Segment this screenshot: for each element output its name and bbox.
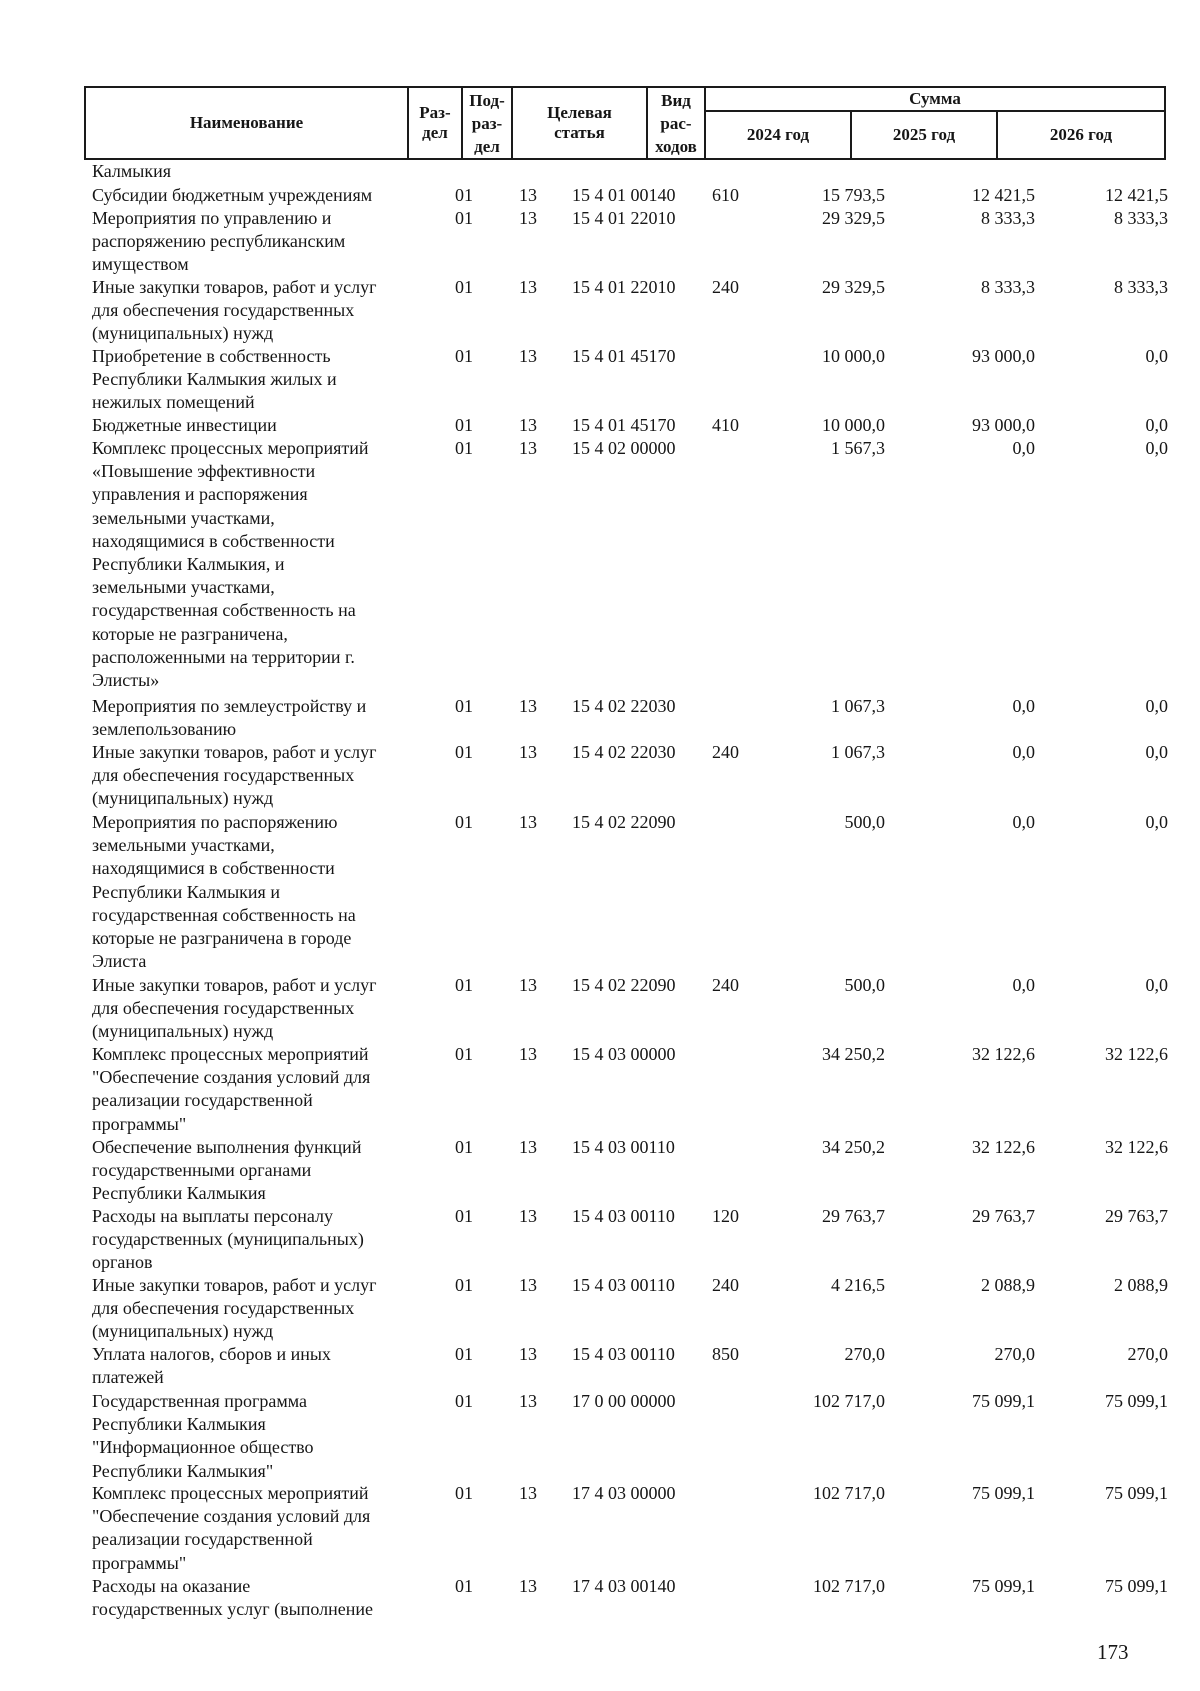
row-section: 01 [455, 975, 473, 995]
header-border-right [1164, 86, 1166, 160]
row-sum-2024: 29 329,5 [822, 208, 885, 228]
row-expense-kind: 610 [712, 185, 739, 205]
row-target-article: 17 4 03 00000 [572, 1483, 676, 1503]
row-section: 01 [455, 1576, 473, 1596]
row-sum-2024: 15 793,5 [822, 185, 885, 205]
row-section: 01 [455, 1044, 473, 1064]
row-subsection: 13 [519, 1206, 537, 1226]
row-sum-2024: 1 067,3 [831, 696, 885, 716]
row-target-article: 15 4 02 22090 [572, 975, 676, 995]
row-sum-2025: 29 763,7 [972, 1206, 1035, 1226]
row-sum-2024: 1 567,3 [831, 438, 885, 458]
table-header [84, 86, 1166, 160]
row-sum-2024: 102 717,0 [813, 1483, 885, 1503]
row-sum-2024: 500,0 [844, 975, 885, 995]
row-sum-2026: 32 122,6 [1105, 1044, 1168, 1064]
row-section: 01 [455, 1275, 473, 1295]
row-sum-2025: 75 099,1 [972, 1483, 1035, 1503]
row-name: Комплекс процессных мероприятий "Обеспечение создания условий для реализации государственной программы" [92, 1044, 371, 1134]
row-sum-2024: 29 329,5 [822, 277, 885, 297]
row-section: 01 [455, 1344, 473, 1364]
row-sum-2025: 0,0 [1012, 696, 1035, 716]
row-target-article: 17 4 03 00140 [572, 1576, 676, 1596]
row-sum-2025: 8 333,3 [981, 277, 1035, 297]
row-subsection: 13 [519, 1044, 537, 1064]
row-target-article: 15 4 03 00110 [572, 1137, 675, 1157]
header-sum: Сумма [909, 89, 961, 108]
row-name: Мероприятия по землеустройству и землепользованию [92, 696, 367, 740]
row-subsection: 13 [519, 346, 537, 366]
row-subsection: 13 [519, 1344, 537, 1364]
row-sum-2024: 500,0 [844, 812, 885, 832]
row-sum-2025: 0,0 [1012, 438, 1035, 458]
row-target-article: 15 4 01 22010 [572, 208, 676, 228]
row-subsection: 13 [519, 1391, 537, 1411]
row-section: 01 [455, 208, 473, 228]
row-name: Государственная программа Республики Калмыкия "Информационное общество Республики Калмыкия" [92, 1391, 314, 1481]
row-target-article: 15 4 01 22010 [572, 277, 676, 297]
row-target-article: 17 0 00 00000 [572, 1391, 676, 1411]
row-section: 01 [455, 346, 473, 366]
row-subsection: 13 [519, 975, 537, 995]
row-target-article: 15 4 02 22030 [572, 696, 676, 716]
row-name: Комплекс процессных мероприятий «Повышение эффективности управления и распоряжения земельными участками, находящимися в собственности Республики Калмыкия, и земельными участками, государственная собственность на которые не разграничена, расположенными на территории г. Элисты» [92, 438, 369, 691]
row-subsection: 13 [519, 208, 537, 228]
row-section: 01 [455, 1483, 473, 1503]
row-expense-kind: 850 [712, 1344, 739, 1364]
header-name: Наименование [189, 113, 304, 132]
row-sum-2026: 0,0 [1145, 812, 1168, 832]
row-name: Расходы на оказание государственных услуг (выполнение [92, 1576, 373, 1620]
row-target-article: 15 4 03 00110 [572, 1344, 675, 1364]
row-sum-2024: 1 067,3 [831, 742, 885, 762]
row-name: Мероприятия по управлению и распоряжению республиканским имуществом [92, 208, 346, 275]
row-sum-2026: 8 333,3 [1114, 277, 1168, 297]
row-sum-2026: 270,0 [1127, 1344, 1168, 1364]
row-section: 01 [455, 742, 473, 762]
row-target-article: 15 4 03 00000 [572, 1044, 676, 1064]
row-name: Иные закупки товаров, работ и услуг для обеспечения государственных (муниципальных) нужд [92, 975, 377, 1042]
row-sum-2026: 75 099,1 [1105, 1483, 1168, 1503]
row-name: Иные закупки товаров, работ и услуг для обеспечения государственных (муниципальных) нужд [92, 1275, 377, 1342]
row-sum-2026: 0,0 [1145, 696, 1168, 716]
row-target-article: 15 4 03 00110 [572, 1275, 675, 1295]
row-sum-2025: 93 000,0 [972, 415, 1035, 435]
row-sum-2026: 0,0 [1145, 742, 1168, 762]
row-expense-kind: 240 [712, 1275, 739, 1295]
row-sum-2026: 12 421,5 [1105, 185, 1168, 205]
row-sum-2024: 4 216,5 [831, 1275, 885, 1295]
row-section: 01 [455, 812, 473, 832]
row-section: 01 [455, 1391, 473, 1411]
row-section: 01 [455, 1206, 473, 1226]
row-subsection: 13 [519, 742, 537, 762]
row-name: Приобретение в собственность Республики Калмыкия жилых и нежилых помещений [92, 346, 337, 413]
header-section: Раз- дел [419, 103, 451, 142]
row-section: 01 [455, 277, 473, 297]
row-section: 01 [455, 696, 473, 716]
row-subsection: 13 [519, 438, 537, 458]
header-kind: Вид рас- ходов [655, 90, 697, 156]
row-sum-2025: 8 333,3 [981, 208, 1035, 228]
row-sum-2024: 10 000,0 [822, 346, 885, 366]
row-name: Обеспечение выполнения функций государственными органами Республики Калмыкия [92, 1137, 362, 1204]
row-name: Иные закупки товаров, работ и услуг для обеспечения государственных (муниципальных) нужд [92, 742, 377, 809]
row-name: Бюджетные инвестиции [92, 415, 277, 435]
row-subsection: 13 [519, 185, 537, 205]
row-subsection: 13 [519, 1483, 537, 1503]
row-subsection: 13 [519, 1275, 537, 1295]
row-section: 01 [455, 415, 473, 435]
row-subsection: 13 [519, 277, 537, 297]
row-target-article: 15 4 02 00000 [572, 438, 676, 458]
row-sum-2024: 34 250,2 [822, 1044, 885, 1064]
row-target-article: 15 4 01 45170 [572, 415, 676, 435]
row-expense-kind: 240 [712, 742, 739, 762]
row-sum-2024: 34 250,2 [822, 1137, 885, 1157]
row-name: Уплата налогов, сборов и иных платежей [92, 1344, 331, 1388]
row-target-article: 15 4 01 00140 [572, 185, 676, 205]
row-sum-2025: 2 088,9 [981, 1275, 1035, 1295]
row-sum-2024: 29 763,7 [822, 1206, 885, 1226]
row-subsection: 13 [519, 1576, 537, 1596]
row-sum-2026: 8 333,3 [1114, 208, 1168, 228]
row-section: 01 [455, 438, 473, 458]
row-sum-2025: 32 122,6 [972, 1044, 1035, 1064]
row-sum-2025: 270,0 [994, 1344, 1035, 1364]
row-sum-2026: 29 763,7 [1105, 1206, 1168, 1226]
header-subsection: Под- раз- дел [469, 90, 505, 156]
row-name: Расходы на выплаты персоналу государственных (муниципальных) органов [92, 1206, 364, 1273]
row-sum-2025: 0,0 [1012, 812, 1035, 832]
row-sum-2026: 0,0 [1145, 975, 1168, 995]
row-sum-2026: 32 122,6 [1105, 1137, 1168, 1157]
header-2026: 2026 год [1049, 125, 1113, 144]
row-section: 01 [455, 1137, 473, 1157]
row-sum-2025: 75 099,1 [972, 1576, 1035, 1596]
row-sum-2025: 32 122,6 [972, 1137, 1035, 1157]
row-target-article: 15 4 02 22030 [572, 742, 676, 762]
row-subsection: 13 [519, 812, 537, 832]
page-number: 173 [1097, 1640, 1129, 1664]
row-sum-2025: 93 000,0 [972, 346, 1035, 366]
row-subsection: 13 [519, 1137, 537, 1157]
row-sum-2024: 270,0 [844, 1344, 885, 1364]
row-sum-2025: 12 421,5 [972, 185, 1035, 205]
row-name: Субсидии бюджетным учреждениям [92, 185, 373, 205]
row-target-article: 15 4 03 00110 [572, 1206, 675, 1226]
row-sum-2026: 75 099,1 [1105, 1391, 1168, 1411]
row-expense-kind: 410 [712, 415, 739, 435]
header-article: Целевая статья [547, 103, 612, 142]
row-sum-2026: 0,0 [1145, 346, 1168, 366]
row-name: Иные закупки товаров, работ и услуг для обеспечения государственных (муниципальных) нужд [92, 277, 377, 344]
row-sum-2026: 2 088,9 [1114, 1275, 1168, 1295]
row-section: 01 [455, 185, 473, 205]
row-sum-2025: 0,0 [1012, 742, 1035, 762]
row-sum-2025: 0,0 [1012, 975, 1035, 995]
row-name: Мероприятия по распоряжению земельными участками, находящимися в собственности Республики Калмыкия и государственная собственность на которые не разграничена в городе Элиста [92, 812, 356, 972]
row-sum-2024: 102 717,0 [813, 1391, 885, 1411]
row-target-article: 15 4 01 45170 [572, 346, 676, 366]
row-name: Комплекс процессных мероприятий "Обеспечение создания условий для реализации государственной программы" [92, 1483, 371, 1573]
header-2025: 2025 год [892, 125, 956, 144]
row-subsection: 13 [519, 415, 537, 435]
row-sum-2024: 10 000,0 [822, 415, 885, 435]
row-expense-kind: 120 [712, 1206, 739, 1226]
row-sum-2025: 75 099,1 [972, 1391, 1035, 1411]
header-2024: 2024 год [746, 125, 810, 144]
row-subsection: 13 [519, 696, 537, 716]
row-sum-2024: 102 717,0 [813, 1576, 885, 1596]
row-sum-2026: 0,0 [1145, 438, 1168, 458]
row-expense-kind: 240 [712, 277, 739, 297]
row-name: Калмыкия [92, 161, 172, 181]
row-sum-2026: 75 099,1 [1105, 1576, 1168, 1596]
row-target-article: 15 4 02 22090 [572, 812, 676, 832]
row-sum-2026: 0,0 [1145, 415, 1168, 435]
row-expense-kind: 240 [712, 975, 739, 995]
